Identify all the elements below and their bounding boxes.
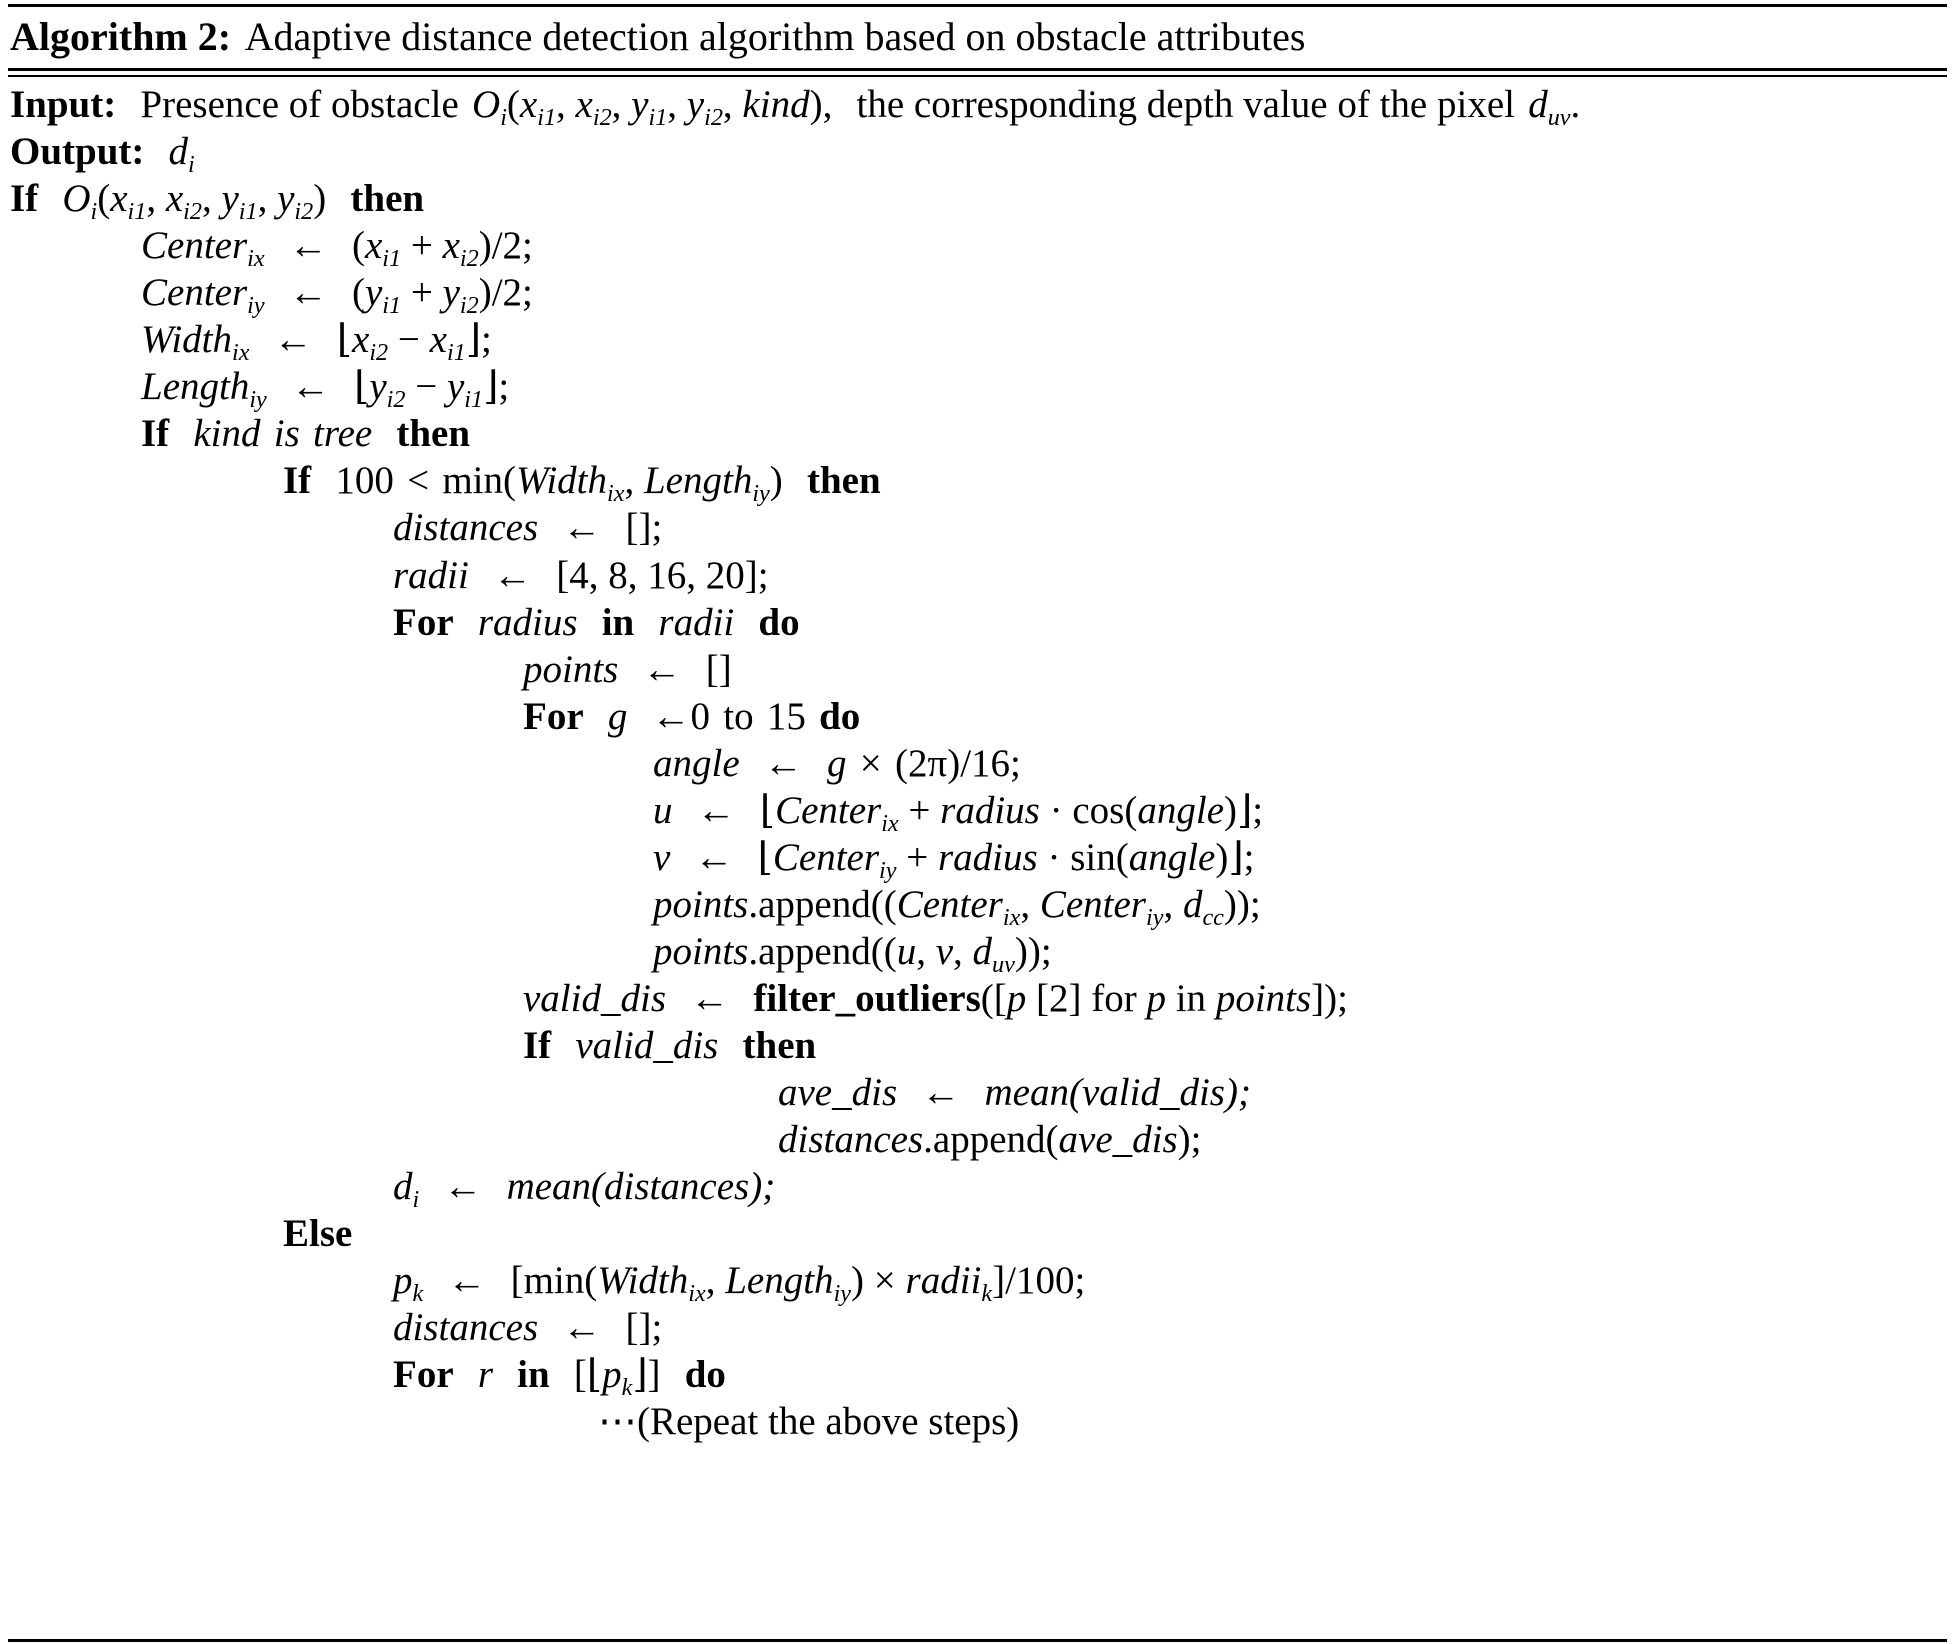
- var-radii: radii: [393, 553, 469, 597]
- line-angle-assign: [8, 740, 1947, 787]
- assign-arrow: ←: [562, 1306, 602, 1349]
- algorithm-caption-title: Adaptive distance detection algorithm based on obstacle attributes: [244, 14, 1306, 59]
- method-append: .append: [748, 882, 871, 926]
- keyword-if: If: [283, 459, 312, 503]
- line-center-ix: [8, 222, 1947, 273]
- threshold-100: 100: [335, 459, 394, 503]
- empty-list: [];: [625, 506, 663, 550]
- keyword-for: For: [523, 694, 584, 738]
- output-label: Output:: [10, 130, 145, 174]
- var-length-iy: Length$_{iy}$: [141, 365, 267, 414]
- line-center-iy: [8, 269, 1947, 320]
- assign-arrow: ←: [690, 976, 730, 1020]
- expr-center-iy: $(y_{i1} + y_{i2})/2$;: [351, 271, 533, 320]
- expr-append-center: ((Center$_{ix}$, Center$_{iy}$, $d_{cc}$));: [870, 882, 1261, 931]
- line-distances-empty-2: [8, 1304, 1947, 1351]
- assign-arrow: ←: [642, 647, 682, 691]
- assign-arrow: ←: [288, 224, 328, 268]
- var-ave-dis: ave_dis: [778, 1070, 898, 1114]
- radii-values: [4, 8, 16, 20];: [556, 553, 769, 597]
- var-radii: radii: [658, 600, 735, 644]
- keyword-is: is: [273, 412, 300, 456]
- var-width-ix: Width$_{ix}$: [141, 318, 250, 367]
- method-append: .append: [748, 929, 871, 973]
- keyword-then: then: [350, 177, 425, 221]
- algorithm-body: [8, 77, 1947, 1445]
- loop-end: 15: [766, 694, 806, 738]
- obstacle-args: ($x_{i1}$, $x_{i2}$, $y_{i1}$, $y_{i2}$, kind),: [506, 83, 833, 132]
- input-label: Input:: [10, 83, 117, 127]
- var-di: $d_i$: [393, 1164, 420, 1213]
- expr-u: ⌊Center$_{ix}$ + radius · cos(angle)⌋;: [759, 788, 1264, 837]
- keyword-if: If: [10, 177, 39, 221]
- line-else: [8, 1210, 1947, 1257]
- line-length-iy: [8, 363, 1947, 414]
- keyword-do: do: [819, 694, 861, 738]
- assign-arrow: ←: [290, 365, 330, 409]
- var-radius: radius: [477, 600, 578, 644]
- line-width-ix: [8, 316, 1947, 367]
- rule-bottom: [8, 1639, 1947, 1642]
- var-angle: angle: [653, 741, 740, 785]
- min-call: min(Width$_{ix}$, Length$_{iy}$): [442, 459, 783, 508]
- algorithm-box: [0, 4, 1955, 1644]
- line-valid-dis: [8, 975, 1947, 1022]
- algorithm-caption: [8, 7, 1947, 68]
- expr-angle: (2π)/16;: [895, 741, 1021, 785]
- depth-symbol: $d_{uv}$: [1528, 83, 1571, 132]
- obstacle-symbol: $O_i$: [472, 83, 507, 132]
- input-description: Presence of obstacle: [140, 83, 459, 127]
- expr-length-iy: $⌊y_{i2}$ − $y_{i1}⌋$;: [354, 365, 510, 414]
- fn-mean-distances: mean(distances);: [506, 1164, 776, 1208]
- keyword-in: in: [517, 1353, 550, 1397]
- var-points: points: [653, 882, 749, 926]
- ellipsis-icon: ⋯: [598, 1400, 637, 1444]
- line-distances-empty: [8, 504, 1947, 551]
- keyword-for: For: [393, 1353, 454, 1397]
- empty-list: []: [705, 647, 732, 691]
- expr-range-pk: $[⌊p_k⌋]$: [573, 1353, 661, 1401]
- assign-arrow: ←: [562, 506, 602, 550]
- loop-start: 0: [690, 694, 710, 738]
- input-line: [8, 81, 1947, 132]
- line-v-assign: [8, 834, 1947, 884]
- keyword-then: then: [742, 1023, 817, 1067]
- empty-list: [];: [625, 1306, 663, 1349]
- line-if-valid-dis: [8, 1022, 1947, 1069]
- line-if-100-min: [8, 457, 1947, 508]
- value-tree: tree: [313, 412, 373, 456]
- line-points-append-uv: [8, 928, 1947, 978]
- expr-filter-args: ([p [2] for p in points]);: [980, 976, 1348, 1020]
- assign-arrow: ←: [273, 318, 313, 362]
- algorithm-caption-label: Algorithm 2:: [10, 14, 232, 59]
- var-points: points: [523, 647, 619, 691]
- line-for-g: [8, 693, 1947, 740]
- repeat-text: (Repeat the above steps): [637, 1400, 1020, 1444]
- line-points-append-center: [8, 881, 1947, 931]
- input-depth-text: the corresponding depth value of the pixel: [856, 83, 1515, 127]
- fn-filter-outliers: filter_outliers: [753, 976, 981, 1020]
- var-u: u: [653, 788, 673, 832]
- expr-pk: [min(Width$_{ix}$, Length$_{iy}$) × radii$_k$]/100;: [510, 1258, 1086, 1307]
- var-g: g: [827, 741, 847, 785]
- assign-arrow: ←: [694, 835, 734, 879]
- expr-center-ix: $(x_{i1} + x_{i2})/2$;: [351, 224, 533, 273]
- output-line: [8, 128, 1947, 179]
- var-valid-dis: valid_dis: [575, 1023, 719, 1067]
- var-g: g: [607, 694, 628, 738]
- var-center-ix: Center$_{ix}$: [141, 224, 265, 273]
- assign-arrow: ←: [288, 271, 328, 315]
- fn-mean: mean(valid_dis);: [984, 1070, 1251, 1114]
- method-append: .append: [923, 1117, 1046, 1161]
- expr-width-ix: $⌊x_{i2}$ − $x_{i1}⌋$;: [336, 318, 492, 367]
- assign-arrow: ←: [921, 1070, 961, 1114]
- var-kind: kind: [193, 412, 261, 456]
- line-repeat-note: [8, 1398, 1947, 1445]
- less-than-op: <: [407, 459, 430, 503]
- obstacle-args-2: ($x_{i1}$, $x_{i2}$, $y_{i1}$, $y_{i2}$): [97, 177, 327, 226]
- line-ave-dis: [8, 1069, 1947, 1116]
- line-for-r: [8, 1351, 1947, 1401]
- expr-append-ave: (ave_dis);: [1045, 1117, 1202, 1161]
- line-radii-init: [8, 552, 1947, 599]
- line-u-assign: [8, 787, 1947, 837]
- var-pk: $p_k$: [393, 1258, 424, 1307]
- output-symbol: $d_i$: [168, 130, 195, 179]
- line-if-obstacle: [8, 175, 1947, 226]
- line-for-radius: [8, 599, 1947, 646]
- keyword-do: do: [684, 1353, 726, 1397]
- keyword-for: For: [393, 600, 454, 644]
- assign-arrow: ←: [763, 741, 803, 785]
- var-r: r: [477, 1353, 493, 1397]
- line-if-kind-tree: [8, 410, 1947, 457]
- keyword-else: Else: [283, 1211, 353, 1255]
- var-v: v: [653, 835, 671, 879]
- keyword-do: do: [758, 600, 800, 644]
- obstacle-symbol-2: $O_i$: [62, 177, 98, 226]
- var-points: points: [653, 929, 749, 973]
- keyword-then: then: [396, 412, 471, 456]
- line-points-empty: [8, 646, 1947, 693]
- input-period: .: [1570, 83, 1581, 127]
- assign-arrow: ←: [447, 1258, 487, 1302]
- expr-v: ⌊Center$_{iy}$ + radius · sin(angle)⌋;: [757, 835, 1255, 884]
- var-center-iy: Center$_{iy}$: [141, 271, 265, 320]
- assign-arrow: ←: [443, 1164, 483, 1208]
- var-valid-dis: valid_dis: [523, 976, 666, 1020]
- assign-arrow: ←: [651, 694, 691, 738]
- line-distances-append: [8, 1116, 1947, 1163]
- var-distances: distances: [393, 506, 539, 550]
- keyword-to: to: [723, 694, 754, 738]
- assign-arrow: ←: [696, 788, 736, 832]
- keyword-then: then: [806, 459, 881, 503]
- var-distances: distances: [393, 1306, 539, 1349]
- line-di-mean: [8, 1163, 1947, 1213]
- expr-append-uv: ((u, v, $d_{uv}$));: [870, 929, 1052, 978]
- keyword-in: in: [601, 600, 635, 644]
- keyword-if: If: [141, 412, 170, 456]
- var-distances: distances: [778, 1117, 924, 1161]
- keyword-if: If: [523, 1023, 552, 1067]
- assign-arrow: ←: [493, 553, 533, 597]
- times-op: ×: [859, 741, 882, 785]
- line-pk-assign: [8, 1257, 1947, 1307]
